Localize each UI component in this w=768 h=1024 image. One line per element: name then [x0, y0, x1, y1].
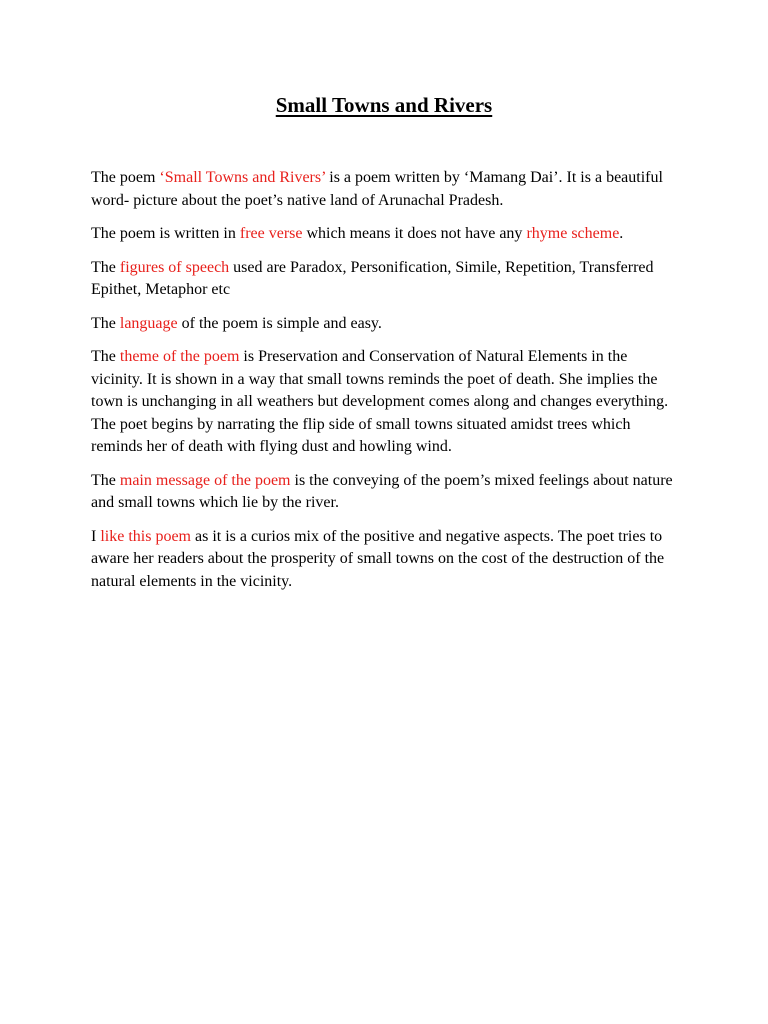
- highlighted-term: figures of speech: [119, 258, 230, 276]
- paragraph-text: The: [91, 348, 120, 365]
- highlighted-term: theme of the poem: [119, 348, 240, 365]
- paragraph-text: The: [91, 471, 120, 489]
- paragraph: [91, 167, 681, 212]
- paragraph-text: of the poem is simple and easy.: [177, 314, 382, 332]
- paragraph: [91, 470, 681, 515]
- paragraph-text: is the conveying of the poem’s mixed feelings about nature and small towns which lie by the river.: [91, 471, 673, 511]
- document-title: Small Towns and Rivers: [275, 93, 493, 117]
- paragraph-text: I: [91, 527, 101, 545]
- paragraph-text: is Preservation and Conservation of Natural Elements in the vicinity. It is shown in a way that small towns reminds the poet of death. She implies the town is unchanging in all weathers but development comes along and changes everything. The poet begins by narrating the flip side of small towns situated amidst trees which reminds her of death with flying dust and howling wind.: [91, 348, 669, 455]
- paragraph-text: is a poem written by ‘Mamang Dai’. It is a beautiful word- picture about the poet’s native land of Arunachal Pradesh.: [91, 169, 663, 209]
- highlighted-term: rhyme scheme: [526, 225, 620, 242]
- paragraph-text: The: [91, 314, 120, 332]
- highlighted-term: free verse: [239, 225, 303, 242]
- paragraph-text: used are Paradox, Personification, Simile, Repetition, Transferred Epithet, Metaphor etc: [91, 258, 654, 298]
- highlighted-term: language: [119, 314, 178, 332]
- paragraph-text: .: [619, 225, 624, 242]
- paragraph-text: The poem is written in: [91, 225, 240, 242]
- paragraph: [91, 223, 681, 246]
- paragraph: [91, 346, 681, 459]
- highlighted-term: like this poem: [100, 527, 191, 545]
- paragraph-text: The: [91, 258, 120, 276]
- highlighted-term: main message of the poem: [119, 471, 291, 489]
- paragraph-text: which means it does not have any: [302, 225, 527, 242]
- paragraph: [91, 526, 681, 594]
- paragraph: [91, 257, 681, 302]
- paragraph-text: as it is a curios mix of the positive and negative aspects. The poet tries to aware her readers about the prosperity of small towns on the cost of the destruction of the natural elements in the vicinity.: [91, 527, 665, 590]
- document-body: [91, 167, 681, 604]
- highlighted-term: ‘Small Towns and Rivers’: [159, 169, 326, 186]
- paragraph: [91, 313, 681, 336]
- paragraph-text: The poem: [91, 169, 160, 186]
